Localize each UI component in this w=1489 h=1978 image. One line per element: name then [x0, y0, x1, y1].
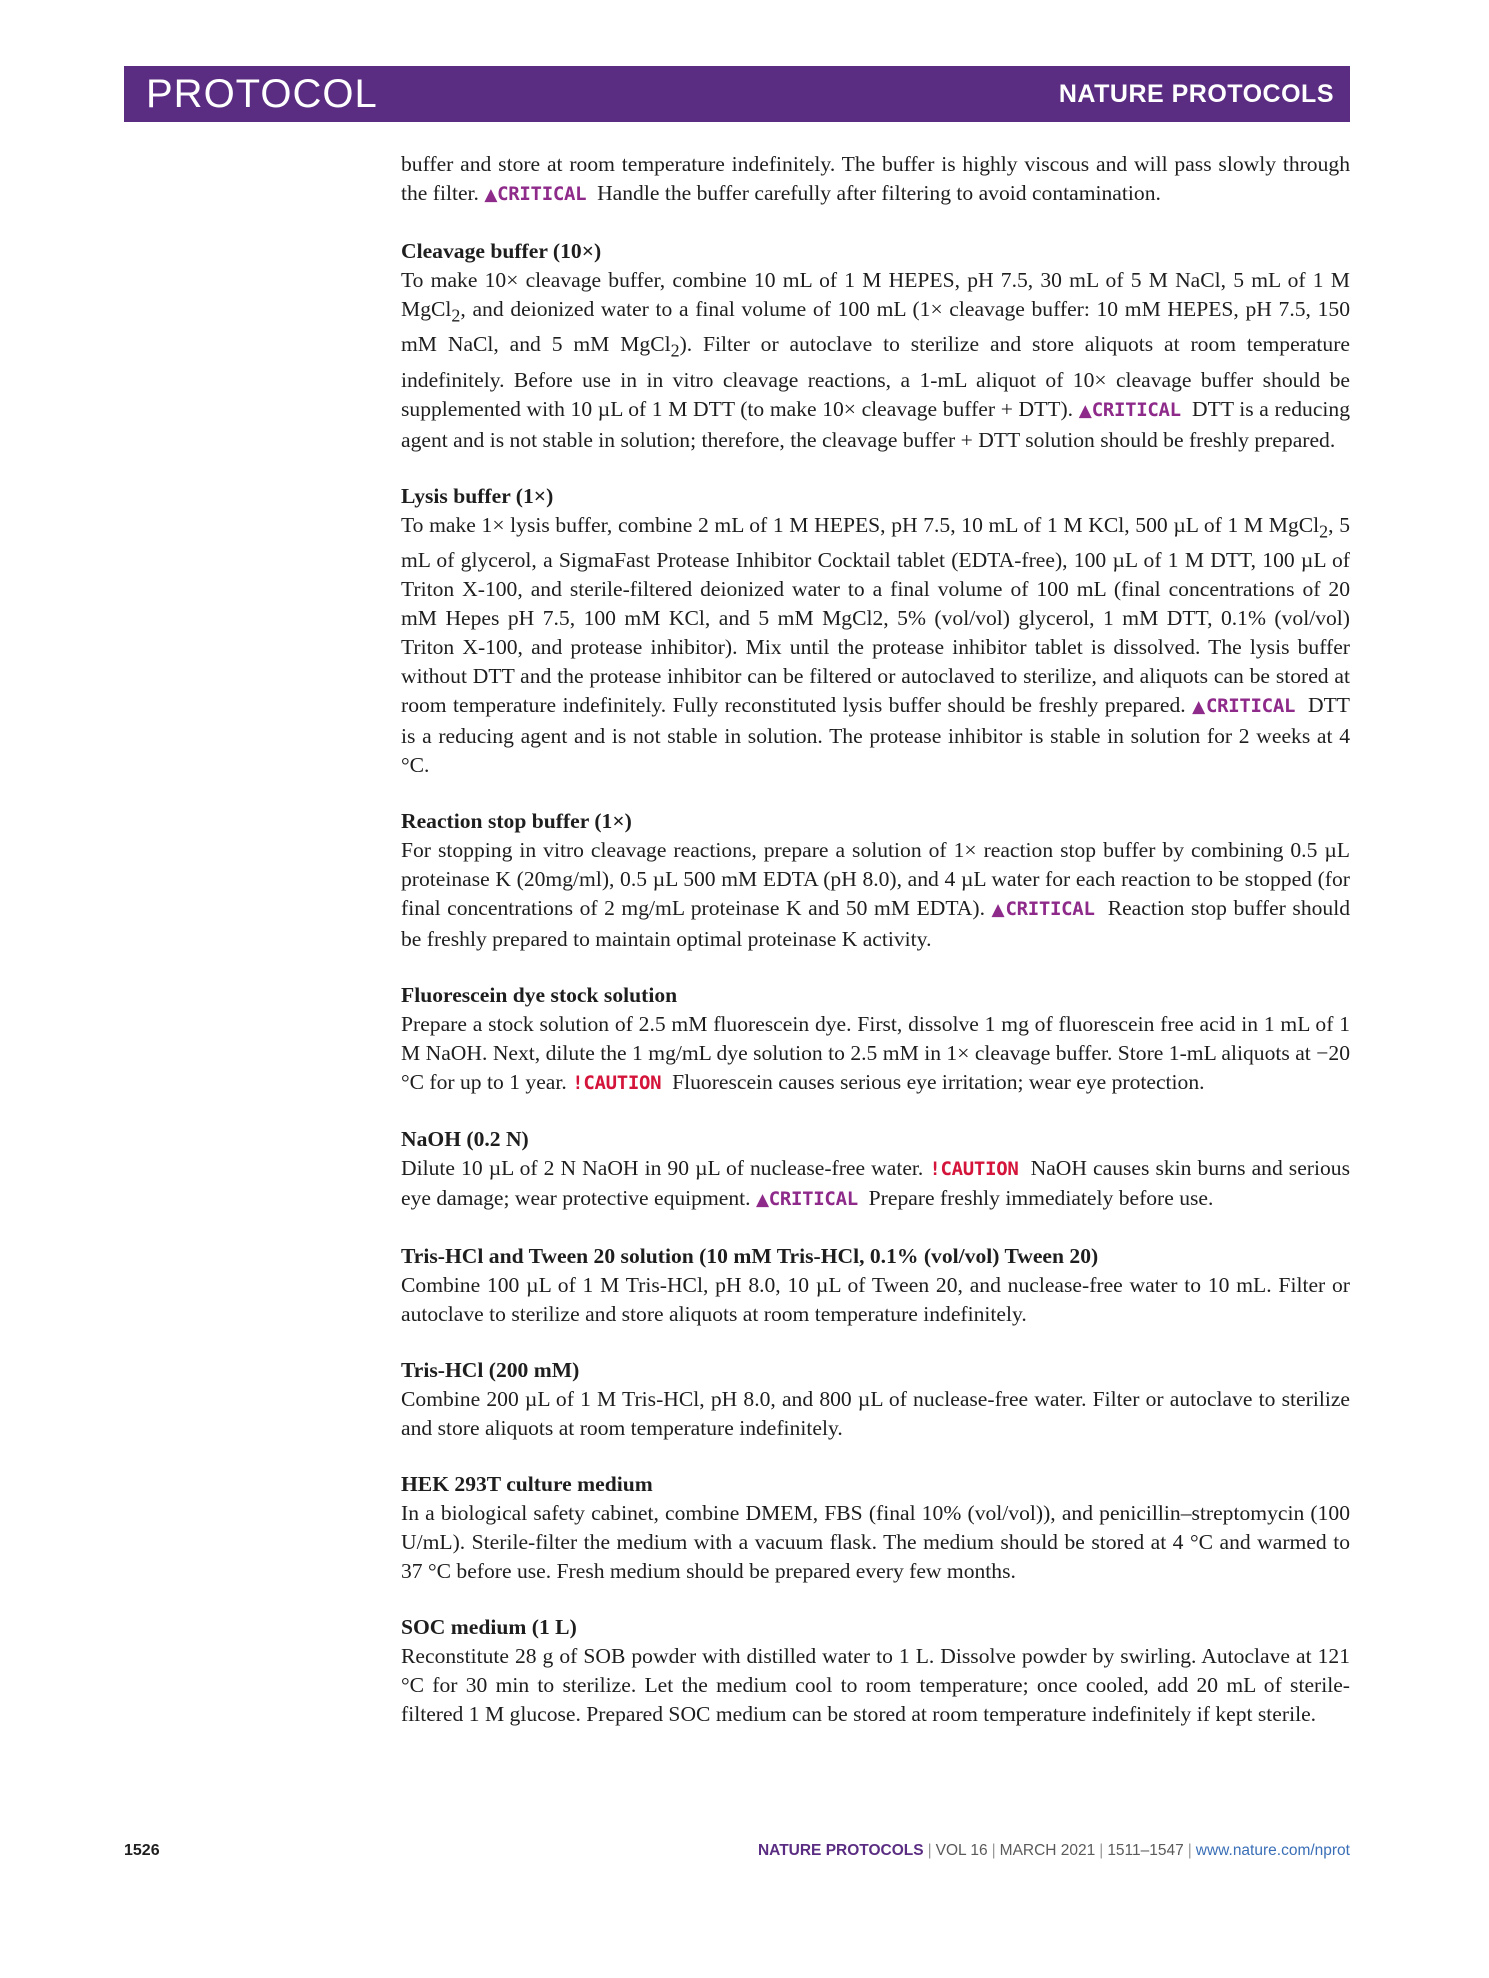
- critical-label: CRITICAL: [768, 1187, 858, 1210]
- section-title: Cleavage buffer (10×): [401, 239, 602, 263]
- intro-text: buffer and store at room temperature indefinitely. The buffer is highly viscous and will pass slowly through the filter.: [401, 152, 1350, 205]
- body-text: ). Filter or autoclave to sterilize and store aliquots at room temperature indefinitely. Before use in in vitro cleavage reactions, a 1-mL aliquot of 10× cleavage buffer should be supplemented with 10 µL of 1 M DTT (to make 10× cleavage buffer + DTT).: [401, 332, 1350, 421]
- critical-text: Handle the buffer carefully after filtering to avoid contamination.: [597, 181, 1161, 205]
- critical-note: [756, 1188, 858, 1210]
- caution-label: CAUTION: [940, 1157, 1019, 1180]
- caution-text: Fluorescein causes serious eye irritation; wear eye protection.: [672, 1069, 1205, 1094]
- body-text: To make 1× lysis buffer, combine 2 mL of 1 M HEPES, pH 7.5, 10 mL of 1 M KCl, 500 µL of 1 M MgCl: [401, 512, 1320, 537]
- section-cleavage-buffer: [401, 237, 1350, 455]
- exclamation-warning-icon: !: [572, 1071, 584, 1094]
- critical-label: CRITICAL: [1205, 694, 1296, 717]
- triangle-warning-icon: ▲: [484, 185, 498, 205]
- section-title: Reaction stop buffer (1×): [401, 808, 632, 833]
- footer-volume: VOL 16: [935, 1842, 988, 1859]
- subscript: 2: [451, 305, 461, 326]
- body-text: Combine 100 µL of 1 M Tris-HCl, pH 8.0, 10 µL of Tween 20, and nuclease-free water to 10 mL. Filter or autoclave to sterilize and store aliquots at room temperature indefinitely.: [401, 1272, 1350, 1326]
- critical-text: DTT is a reducing agent and is not stable in solution. The protease inhibitor is stable in solution for 2 weeks at 4 °C.: [401, 692, 1350, 777]
- footer-date: MARCH 2021: [999, 1842, 1096, 1859]
- footer-separator: |: [991, 1842, 996, 1859]
- section-tris-hcl: [401, 1356, 1350, 1443]
- article-type-label: PROTOCOL: [146, 72, 378, 116]
- section-hek-medium: [401, 1470, 1350, 1586]
- body-text: Dilute 10 µL of 2 N NaOH in 90 µL of nuclease-free water.: [401, 1155, 924, 1180]
- body-text: In a biological safety cabinet, combine DMEM, FBS (final 10% (vol/vol)), and penicillin–streptomycin (100 U/mL). Sterile-filter the medium with a vacuum flask. The medium should be stored at 4 °C and warmed to 37 °C before use. Fresh medium should be prepared every few months.: [401, 1500, 1350, 1583]
- footer-citation: [758, 1842, 1350, 1860]
- body-text: , 5 mL of glycerol, a SigmaFast Protease Inhibitor Cocktail tablet (EDTA-free), 100 µL of 1 M DTT, 100 µL of Triton X-100, and sterile-filtered deionized water to a final volume of 100 mL (final concentrations of 20 mM Hepes pH 7.5, 100 mM KCl, and 5 mM MgCl2, 5% (vol/vol) glycerol, 1 mM DTT, 0.1% (vol/vol) Triton X-100, and protease inhibitor). Mix until the protease inhibitor tablet is dissolved. The lysis buffer without DTT and the protease inhibitor can be filtered or autoclaved to sterilize, and aliquots can be stored at room temperature indefinitely. Fully reconstituted lysis buffer should be freshly prepared.: [401, 512, 1350, 717]
- footer-separator: |: [1099, 1842, 1104, 1859]
- critical-note: [484, 183, 586, 205]
- section-naoh: [401, 1125, 1350, 1215]
- critical-note: [1192, 695, 1295, 717]
- triangle-warning-icon: ▲: [755, 1189, 769, 1210]
- body-text: , and deionized water to a final volume of 100 mL (1× cleavage buffer: 10 mM HEPES, pH 7.5, 150 mM NaCl, and 5 mM MgCl: [401, 297, 1350, 357]
- caution-text: NaOH causes skin burns and serious eye damage; wear protective equipment.: [401, 1155, 1350, 1210]
- body-text: Prepare a stock solution of 2.5 mM fluorescein dye. First, dissolve 1 mg of fluorescein free acid in 1 mL of 1 M NaOH. Next, dilute the 1 mg/mL dye solution to 2.5 mM in 1× cleavage buffer. Store 1-mL aliquots at −20 °C for up to 1 year.: [401, 1011, 1350, 1094]
- page-number: 1526: [124, 1842, 160, 1859]
- section-lysis-buffer: [401, 482, 1350, 780]
- footer-url-link[interactable]: www.nature.com/nprot: [1195, 1842, 1350, 1859]
- critical-note: [992, 898, 1095, 920]
- caution-note: [572, 1072, 661, 1094]
- section-tris-tween: [401, 1242, 1350, 1329]
- section-title: Lysis buffer (1×): [401, 483, 554, 508]
- section-title: Tris-HCl (200 mM): [401, 1357, 580, 1382]
- section-title: SOC medium (1 L): [401, 1614, 577, 1639]
- triangle-warning-icon: ▲: [1078, 400, 1092, 421]
- critical-note: [1079, 399, 1181, 421]
- body-text: For stopping in vitro cleavage reactions, prepare a solution of 1× reaction stop buffer by combining 0.5 µL proteinase K (20mg/ml), 0.5 µL 500 mM EDTA (pH 8.0), and 4 µL water for each reaction to be stopped (for final concentrations of 2 mg/mL proteinase K and 50 mM EDTA).: [401, 837, 1350, 920]
- intro-paragraph: [401, 150, 1350, 210]
- section-title: Fluorescein dye stock solution: [401, 982, 678, 1007]
- journal-name-header: NATURE PROTOCOLS: [1058, 79, 1334, 108]
- critical-text: DTT is a reducing agent and is not stable in solution; therefore, the cleavage buffer + DTT solution should be freshly prepared.: [401, 396, 1351, 452]
- subscript: 2: [670, 340, 680, 361]
- triangle-warning-icon: ▲: [1192, 696, 1206, 717]
- footer-separator: |: [927, 1842, 932, 1859]
- header-bar: [124, 66, 1350, 122]
- critical-label: CRITICAL: [1091, 398, 1181, 421]
- triangle-warning-icon: ▲: [991, 899, 1006, 920]
- footer-pages: 1511–1547: [1107, 1842, 1184, 1859]
- critical-text: Reaction stop buffer should be freshly prepared to maintain optimal proteinase K activity.: [401, 895, 1351, 951]
- critical-label: CRITICAL: [1005, 897, 1095, 920]
- body-text: Reconstitute 28 g of SOB powder with distilled water to 1 L. Dissolve powder by swirling. Autoclave at 121 °C for 30 min to sterilize. Let the medium cool to room temperature; once cooled, add 20 mL of sterile-filtered 1 M glucose. Prepared SOC medium can be stored at room temperature indefinitely if kept sterile.: [401, 1643, 1350, 1726]
- body-text: To make 10× cleavage buffer, combine 10 mL of 1 M HEPES, pH 7.5, 30 mL of 5 M NaCl, 5 mL of 1 M MgCl: [401, 268, 1350, 321]
- caution-note: [929, 1158, 1018, 1180]
- section-reaction-stop-buffer: [401, 807, 1350, 954]
- footer-journal: NATURE PROTOCOLS: [757, 1842, 924, 1859]
- caution-label: CAUTION: [583, 1071, 662, 1094]
- section-fluorescein-stock: [401, 981, 1350, 1098]
- section-title: HEK 293T culture medium: [401, 1471, 653, 1496]
- exclamation-warning-icon: !: [929, 1157, 941, 1180]
- article-body: [401, 150, 1350, 1729]
- body-text: Combine 200 µL of 1 M Tris-HCl, pH 8.0, and 800 µL of nuclease-free water. Filter or autoclave to sterilize and store aliquots at room temperature indefinitely.: [401, 1386, 1350, 1440]
- section-soc-medium: [401, 1613, 1350, 1729]
- critical-label: CRITICAL: [497, 183, 587, 205]
- subscript: 2: [1319, 520, 1329, 541]
- section-title: Tris-HCl and Tween 20 solution (10 mM Tris-HCl, 0.1% (vol/vol) Tween 20): [401, 1243, 1099, 1268]
- critical-text: Prepare freshly immediately before use.: [868, 1185, 1214, 1210]
- footer-separator: |: [1187, 1842, 1192, 1859]
- section-title: NaOH (0.2 N): [401, 1126, 529, 1151]
